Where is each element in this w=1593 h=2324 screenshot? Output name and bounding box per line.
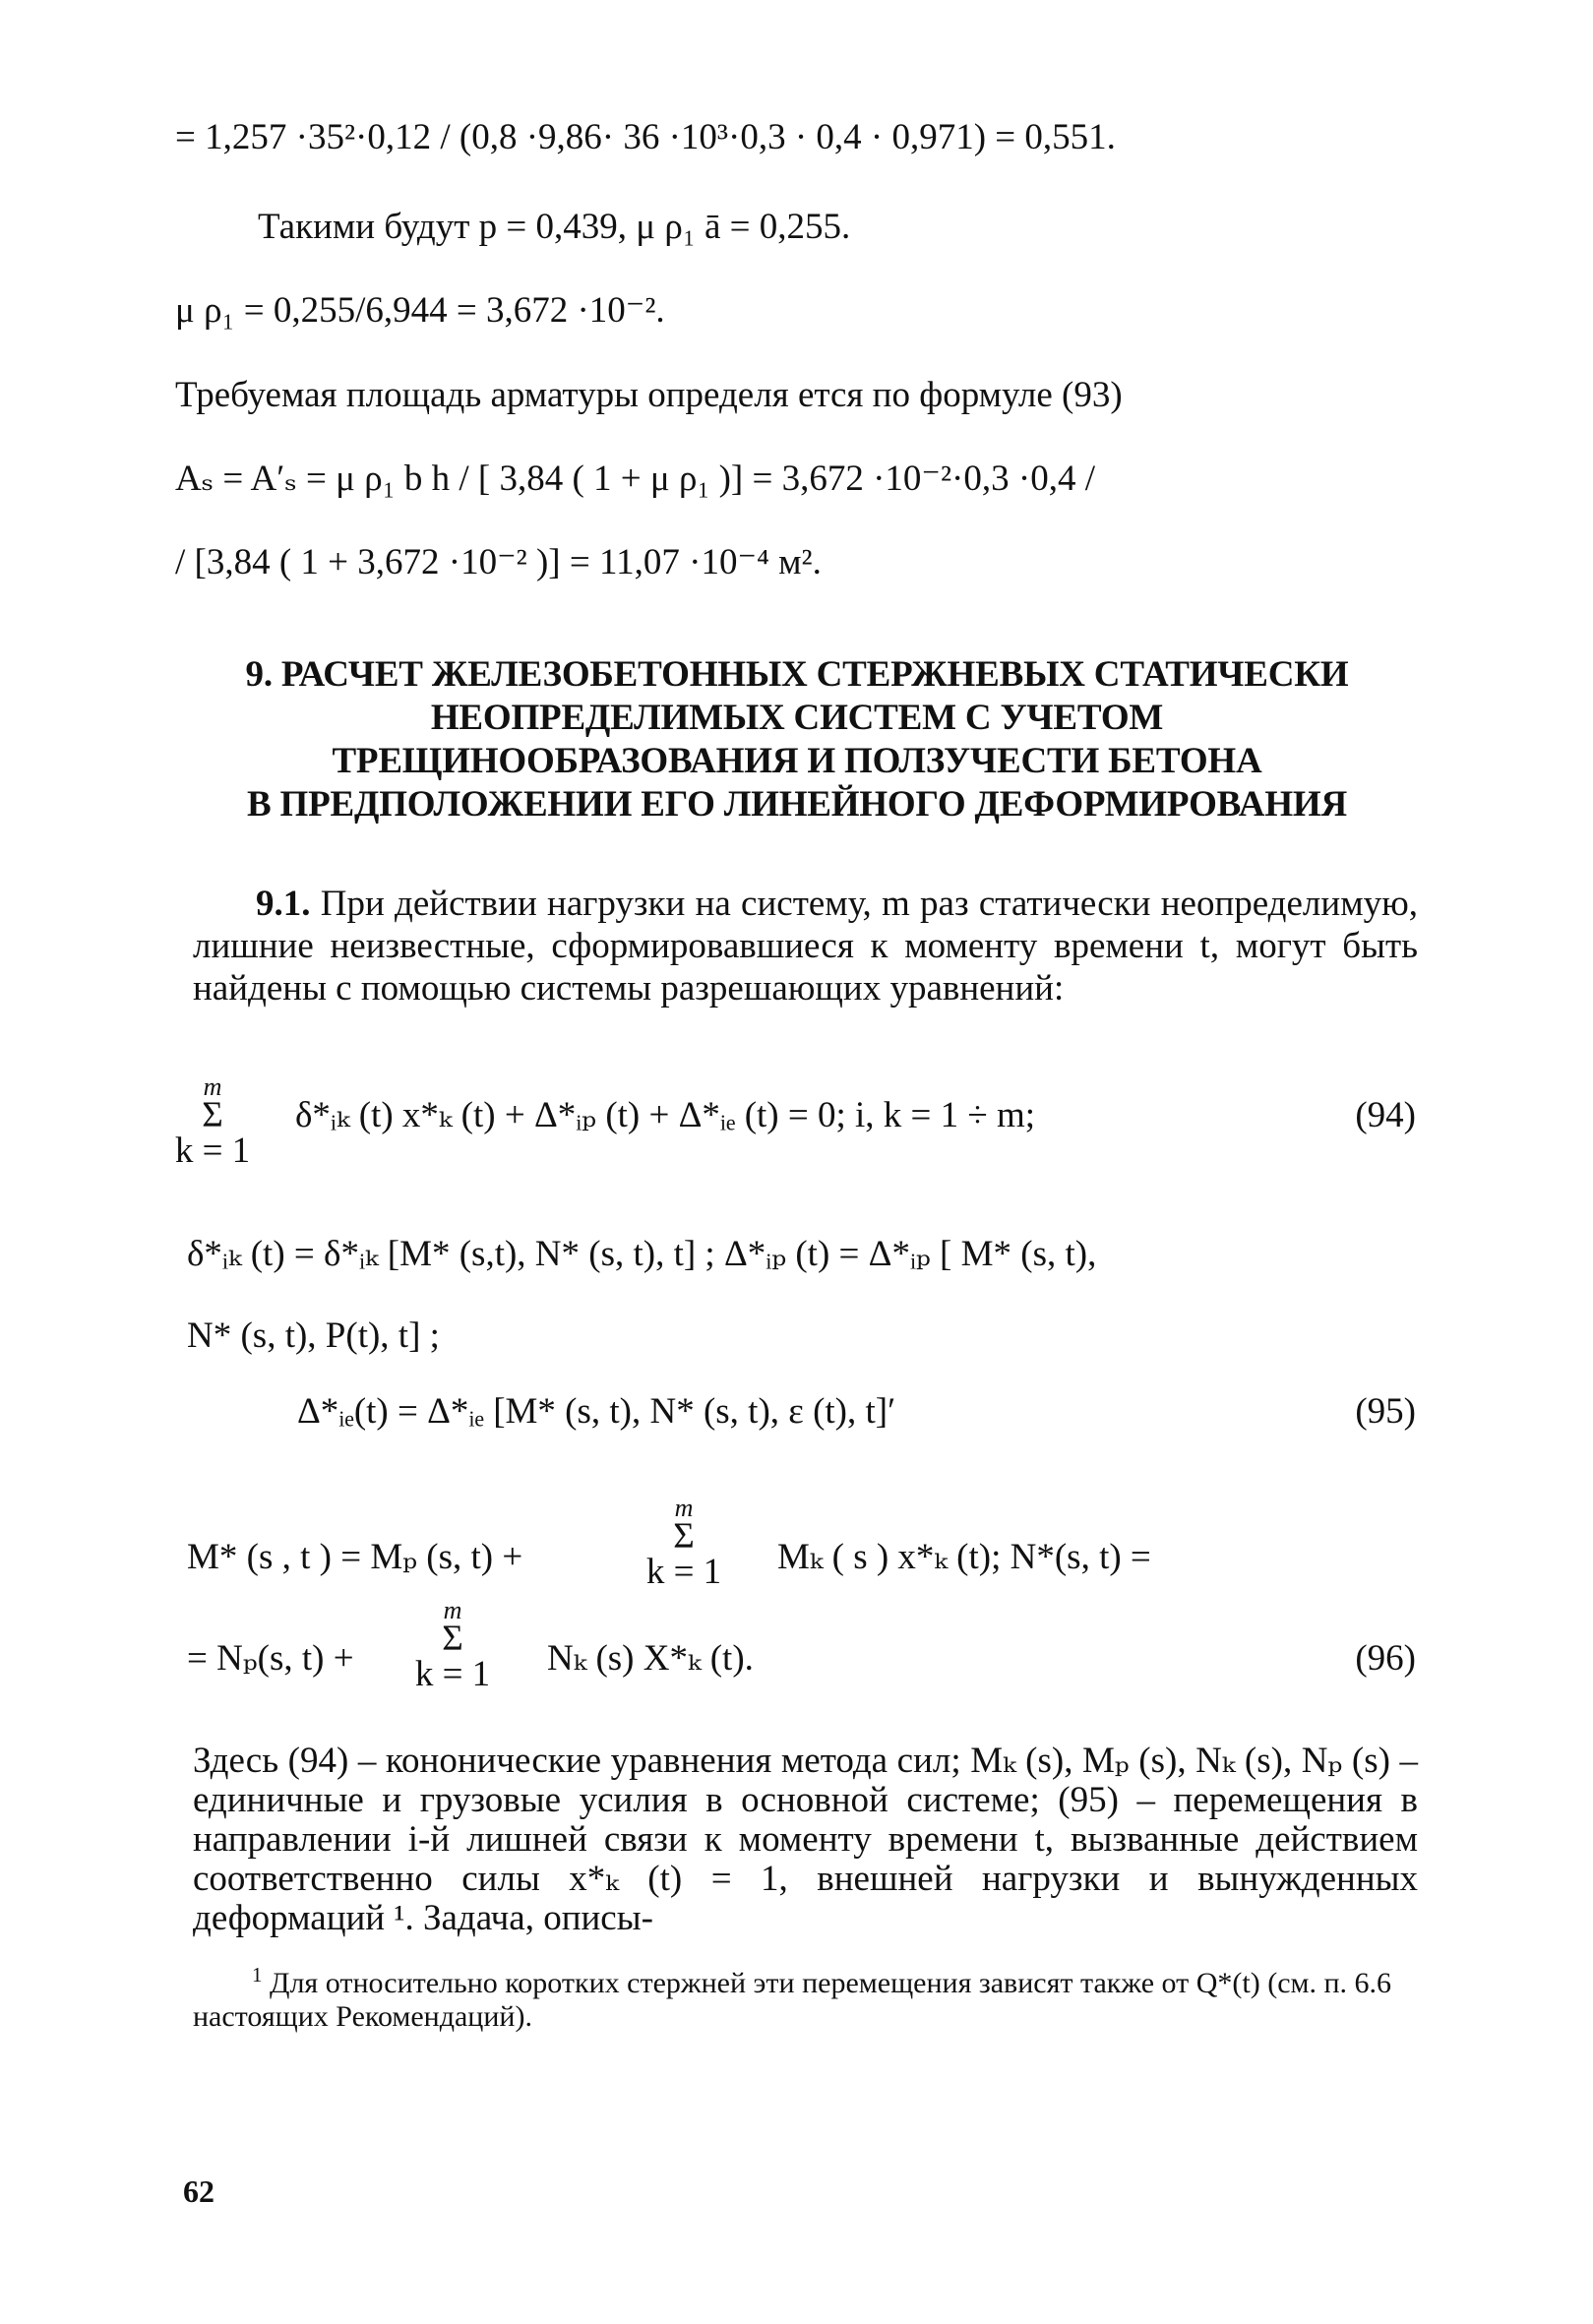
eq96-line-2b: Nₖ (s) X*ₖ (t). bbox=[547, 1638, 754, 1679]
eq96-sum-1-top: m bbox=[674, 1494, 694, 1522]
paragraph-number: 9.1. bbox=[256, 884, 311, 924]
paragraph-9-1 bbox=[193, 883, 1418, 1009]
eq94-sum-symbol: Σ bbox=[202, 1095, 223, 1135]
calc-line-1: = 1,257 ·35²·0,12 / (0,8 ·9,86· 36 ·10³·0,3 · 0,4 · 0,971) = 0,551. bbox=[175, 117, 1116, 157]
footnote-mark: 1 bbox=[252, 1963, 263, 1987]
eq94-sum-bottom: k = 1 bbox=[174, 1131, 251, 1171]
eq96-line-2a: = Nₚ(s, t) + bbox=[187, 1638, 354, 1679]
eq96-sum-1 bbox=[630, 1494, 738, 1592]
eq95-line-2: N* (s, t), P(t), t] ; bbox=[187, 1315, 440, 1356]
calc-line-5: Aₛ = A′ₛ = μ ρ₁ b h / [ 3,84 ( 1 + μ ρ₁ )] = 3,672 ·10⁻²·0,3 ·0,4 / bbox=[175, 459, 1095, 499]
eq94-number: (94) bbox=[1355, 1095, 1416, 1135]
eq96-sum-1-bottom: k = 1 bbox=[645, 1552, 722, 1592]
eq94-body: δ*ᵢₖ (t) x*ₖ (t) + Δ*ᵢₚ (t) + Δ*ᵢₑ (t) = 0; i, k = 1 ÷ m; bbox=[295, 1095, 1036, 1135]
eq95-line-1: δ*ᵢₖ (t) = δ*ᵢₖ [M* (s,t), N* (s, t), t] ; Δ*ᵢₚ (t) = Δ*ᵢₚ [ M* (s, t), bbox=[187, 1234, 1097, 1274]
eq95-number: (95) bbox=[1355, 1391, 1416, 1432]
section-heading-line-1: 9. РАСЧЕТ ЖЕЛЕЗОБЕТОННЫХ СТЕРЖНЕВЫХ СТАТИЧЕСКИ bbox=[245, 654, 1349, 695]
eq95-line-3: Δ*ᵢₑ(t) = Δ*ᵢₑ [M* (s, t), N* (s, t), ε (t), t]′ bbox=[297, 1391, 896, 1432]
eq96-sum-2 bbox=[403, 1596, 502, 1694]
calc-line-2: Такими будут р = 0,439, μ ρ₁ ā = 0,255. bbox=[258, 207, 851, 247]
eq96-number: (96) bbox=[1355, 1638, 1416, 1679]
section-heading-line-2: НЕОПРЕДЕЛИМЫХ СИСТЕМ С УЧЕТОМ bbox=[430, 698, 1164, 738]
paragraph-text: При действии нагрузки на систему, m раз статически неопределимую, лишние неизвестные, сформировавшиеся к моменту времени t, могут быть найдены с помощью системы разрешающих уравнений: bbox=[193, 884, 1419, 1009]
page-number: 62 bbox=[183, 2173, 214, 2209]
section-heading-line-4: В ПРЕДПОЛОЖЕНИИ ЕГО ЛИНЕЙНОГО ДЕФОРМИРОВАНИЯ bbox=[246, 784, 1348, 825]
calc-line-6: / [3,84 ( 1 + 3,672 ·10⁻² )] = 11,07 ·10⁻⁴ м². bbox=[175, 542, 822, 582]
calc-line-3: μ ρ₁ = 0,255/6,944 = 3,672 ·10⁻². bbox=[175, 290, 665, 331]
section-heading-line-3: ТРЕЩИНООБРАЗОВАНИЯ И ПОЛЗУЧЕСТИ БЕТОНА bbox=[332, 741, 1262, 781]
eq94-sum-top: m bbox=[203, 1072, 222, 1101]
footnote bbox=[193, 1958, 1418, 2034]
eq96-sum-2-top: m bbox=[443, 1596, 462, 1624]
explanation-paragraph: Здесь (94) – кононические уравнения метода сил; Mₖ (s), Mₚ (s), Nₖ (s), Nₚ (s) – единичные и грузовые усилия в основной системе; (95) – перемещения в направлении i-й лишней связи к моменту времени t, вызванные действием соответственно силы x*ₖ (t) = 1, внешней нагрузки и вынужденных деформаций ¹. Задача, описы- bbox=[193, 1741, 1418, 1938]
eq96-line-1b: Mₖ ( s ) x*ₖ (t); N*(s, t) = bbox=[777, 1537, 1151, 1577]
eq96-sum-1-symbol: Σ bbox=[673, 1516, 695, 1557]
footnote-text: Для относительно коротких стержней эти перемещения зависят также от Q*(t) (см. п. 6.6 настоящих Рекомендаций). bbox=[193, 1967, 1392, 2033]
eq96-sum-2-symbol: Σ bbox=[442, 1619, 463, 1659]
eq96-line-1a: M* (s , t ) = Mₚ (s, t) + bbox=[187, 1537, 523, 1577]
eq94-sum bbox=[173, 1072, 252, 1171]
eq96-sum-2-bottom: k = 1 bbox=[414, 1654, 491, 1694]
calc-line-4: Требуемая площадь арматуры определя ется по формуле (93) bbox=[175, 375, 1123, 415]
